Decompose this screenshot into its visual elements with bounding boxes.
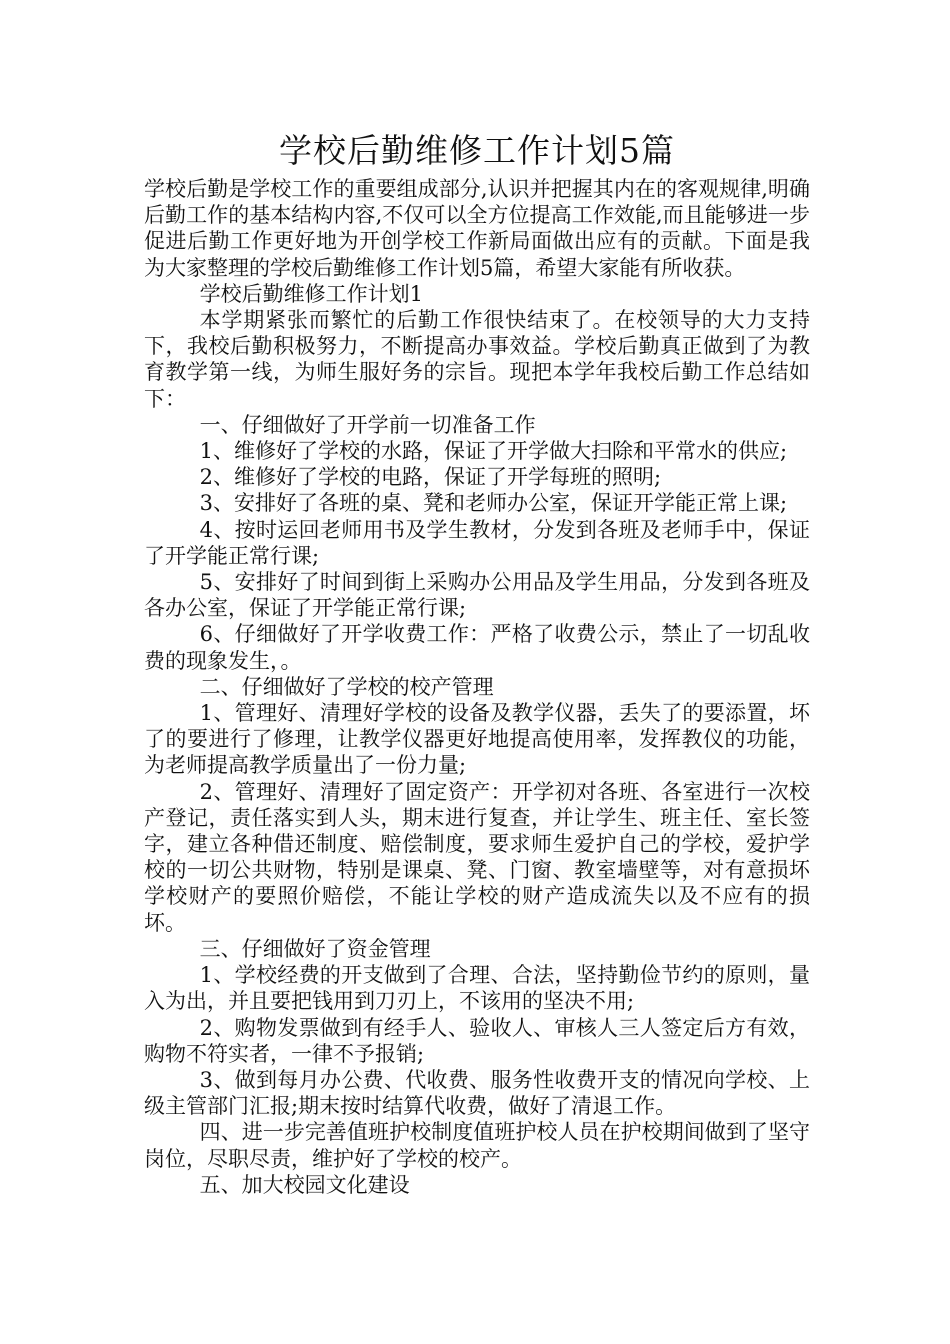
paragraph: 二、仔细做好了学校的校产管理 <box>199 674 494 699</box>
paragraph: 四、进一步完善值班护校制度值班护校人员在护校期间做到了坚守岗位，尽职尽责，维护好了学校的校产。 <box>144 1120 810 1171</box>
paragraph: 本学期紧张而繁忙的后勤工作很快结束了。在校领导的大力支持下，我校后勤积极努力，不断提高办事效益。学校后勤真正做到了为教育教学第一线，为师生服好务的宗旨。现把本学年我校后勤工作总结如下： <box>144 308 810 411</box>
paragraph: 学校后勤维修工作计划1 <box>199 281 424 306</box>
paragraph: 1、维修好了学校的水路，保证了开学做大扫除和平常水的供应; <box>199 439 788 464</box>
paragraph: 4、按时运回老师用书及学生教材，分发到各班及老师手中，保证了开学能正常行课; <box>144 517 810 568</box>
paragraph: 学校后勤是学校工作的重要组成部分,认识并把握其内在的客观规律,明确后勤工作的基本结构内容,不仅可以全方位提高工作效能,而且能够进一步促进后勤工作更好地为开创学校工作新局面做出应有的贡献。下面是我为大家整理的学校后勤维修工作计划5篇，希望大家能有所收获。 <box>144 177 810 280</box>
paragraph: 3、安排好了各班的桌、凳和老师办公室，保证开学能正常上课; <box>199 491 788 516</box>
paragraph: 2、购物发票做到有经手人、验收人、审核人三人签定后方有效，购物不符实者，一律不予报销; <box>144 1015 810 1066</box>
document-page <box>144 128 810 1198</box>
paragraph: 3、做到每月办公费、代收费、服务性收费开支的情况向学校、上级主管部门汇报;期末按时结算代收费，做好了清退工作。 <box>144 1067 810 1119</box>
paragraph: 1、管理好、清理好学校的设备及教学仪器，丢失了的要添置，坏了的要进行了修理，让教学仪器更好地提高使用率，发挥教仪的功能，为老师提高教学质量出了一份力量; <box>144 701 810 778</box>
paragraph: 2、维修好了学校的电路，保证了开学每班的照明; <box>199 465 662 490</box>
document-body <box>144 176 810 1198</box>
paragraph: 2、管理好、清理好了固定资产：开学初对各班、各室进行一次校产登记，责任落实到人头，期末进行复查，并让学生、班主任、室长签字，建立各种借还制度、赔偿制度，要求师生爱护自己的学校，爱护学校的一切公共财物，特别是课桌、凳、门窗、教室墙壁等，对有意损坏学校财产的要照价赔偿，不能让学校的财产造成流失以及不应有的损坏。 <box>144 779 810 935</box>
paragraph: 一、仔细做好了开学前一切准备工作 <box>199 412 536 437</box>
paragraph: 三、仔细做好了资金管理 <box>199 936 431 961</box>
paragraph: 1、学校经费的开支做到了合理、合法，坚持勤俭节约的原则，量入为出，并且要把钱用到刀刃上，不该用的坚决不用; <box>144 963 810 1014</box>
paragraph: 6、仔细做好了开学收费工作：严格了收费公示，禁止了一切乱收费的现象发生，。 <box>144 622 810 673</box>
paragraph: 5、安排好了时间到街上采购办公用品及学生用品，分发到各班及各办公室，保证了开学能正常行课; <box>144 570 810 621</box>
document-title: 学校后勤维修工作计划5篇 <box>279 131 675 170</box>
paragraph: 五、加大校园文化建设 <box>199 1172 410 1197</box>
